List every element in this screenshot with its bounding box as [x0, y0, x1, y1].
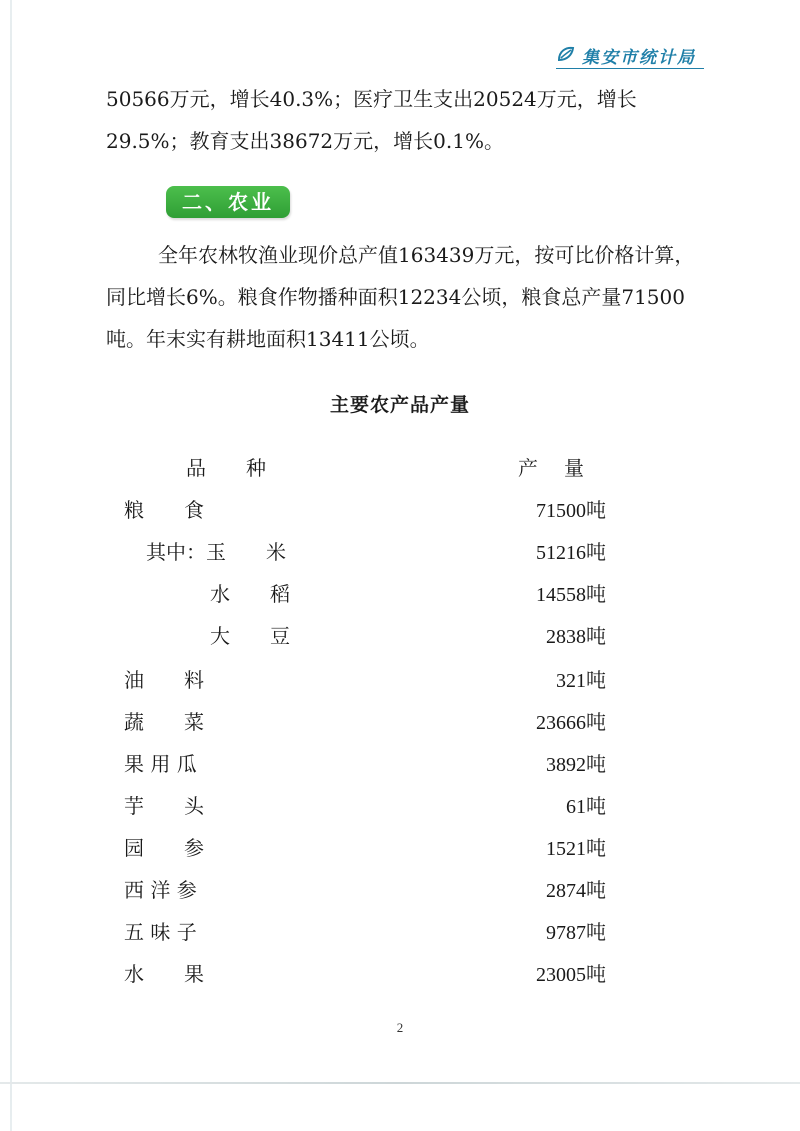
section-heading-agriculture: 二、农业 — [166, 186, 290, 218]
row-value: 23666吨 — [536, 712, 606, 734]
row-name: 油 料 — [124, 668, 204, 692]
scan-edge-bottom — [0, 1082, 800, 1084]
leaf-swirl-icon — [556, 45, 576, 65]
row-value: 321吨 — [556, 670, 606, 692]
row-value: 51216吨 — [536, 542, 606, 564]
org-name: 集安市统计局 — [582, 47, 696, 68]
row-value: 61吨 — [566, 796, 606, 818]
row-name: 粮 食 — [124, 498, 204, 522]
table-row — [0, 790, 800, 820]
table-row — [0, 620, 800, 650]
row-name: 园 参 — [124, 836, 204, 860]
table-row — [0, 706, 800, 736]
column-header-item: 品种 — [186, 456, 306, 480]
row-value: 14558吨 — [536, 584, 606, 606]
row-name: 芋 头 — [124, 794, 204, 818]
row-value: 2874吨 — [546, 880, 606, 902]
row-value: 1521吨 — [546, 838, 606, 860]
header-logo — [556, 42, 704, 69]
table-row — [0, 958, 800, 988]
table-row — [0, 748, 800, 778]
row-value: 9787吨 — [546, 922, 606, 944]
table-row — [0, 664, 800, 694]
row-name: 西 洋 参 — [124, 878, 197, 902]
table-title: 主要农产品产量 — [329, 394, 470, 416]
table-row — [0, 916, 800, 946]
row-name: 水 果 — [124, 962, 204, 986]
row-name: 水 稻 — [210, 582, 290, 606]
row-value: 2838吨 — [546, 626, 606, 648]
row-name: 蔬 菜 — [124, 710, 204, 734]
row-name: 五 味 子 — [124, 920, 197, 944]
budget-paragraph: 50566万元，增长40.3%；医疗卫生支出20524万元，增长29.5%；教育支出38672万元，增长0.1%。 — [106, 87, 637, 153]
row-name: 其中：玉 米 — [146, 540, 286, 564]
column-header-output: 产量 — [518, 456, 610, 480]
row-name: 大 豆 — [210, 624, 290, 648]
page-number: 2 — [396, 1020, 404, 1035]
row-value: 3892吨 — [546, 754, 606, 776]
row-value: 23005吨 — [536, 964, 606, 986]
row-name: 果 用 瓜 — [124, 752, 197, 776]
table-row — [0, 874, 800, 904]
table-row — [0, 494, 800, 524]
table-row — [0, 536, 800, 566]
table-row — [0, 578, 800, 608]
agriculture-paragraph: 全年农林牧渔业现价总产值163439万元，按可比价格计算，同比增长6%。粮食作物播种面积12234公顷，粮食总产量71500吨。年末实有耕地面积13411公顷。 — [106, 243, 695, 351]
table-row — [0, 832, 800, 862]
row-value: 71500吨 — [536, 500, 606, 522]
